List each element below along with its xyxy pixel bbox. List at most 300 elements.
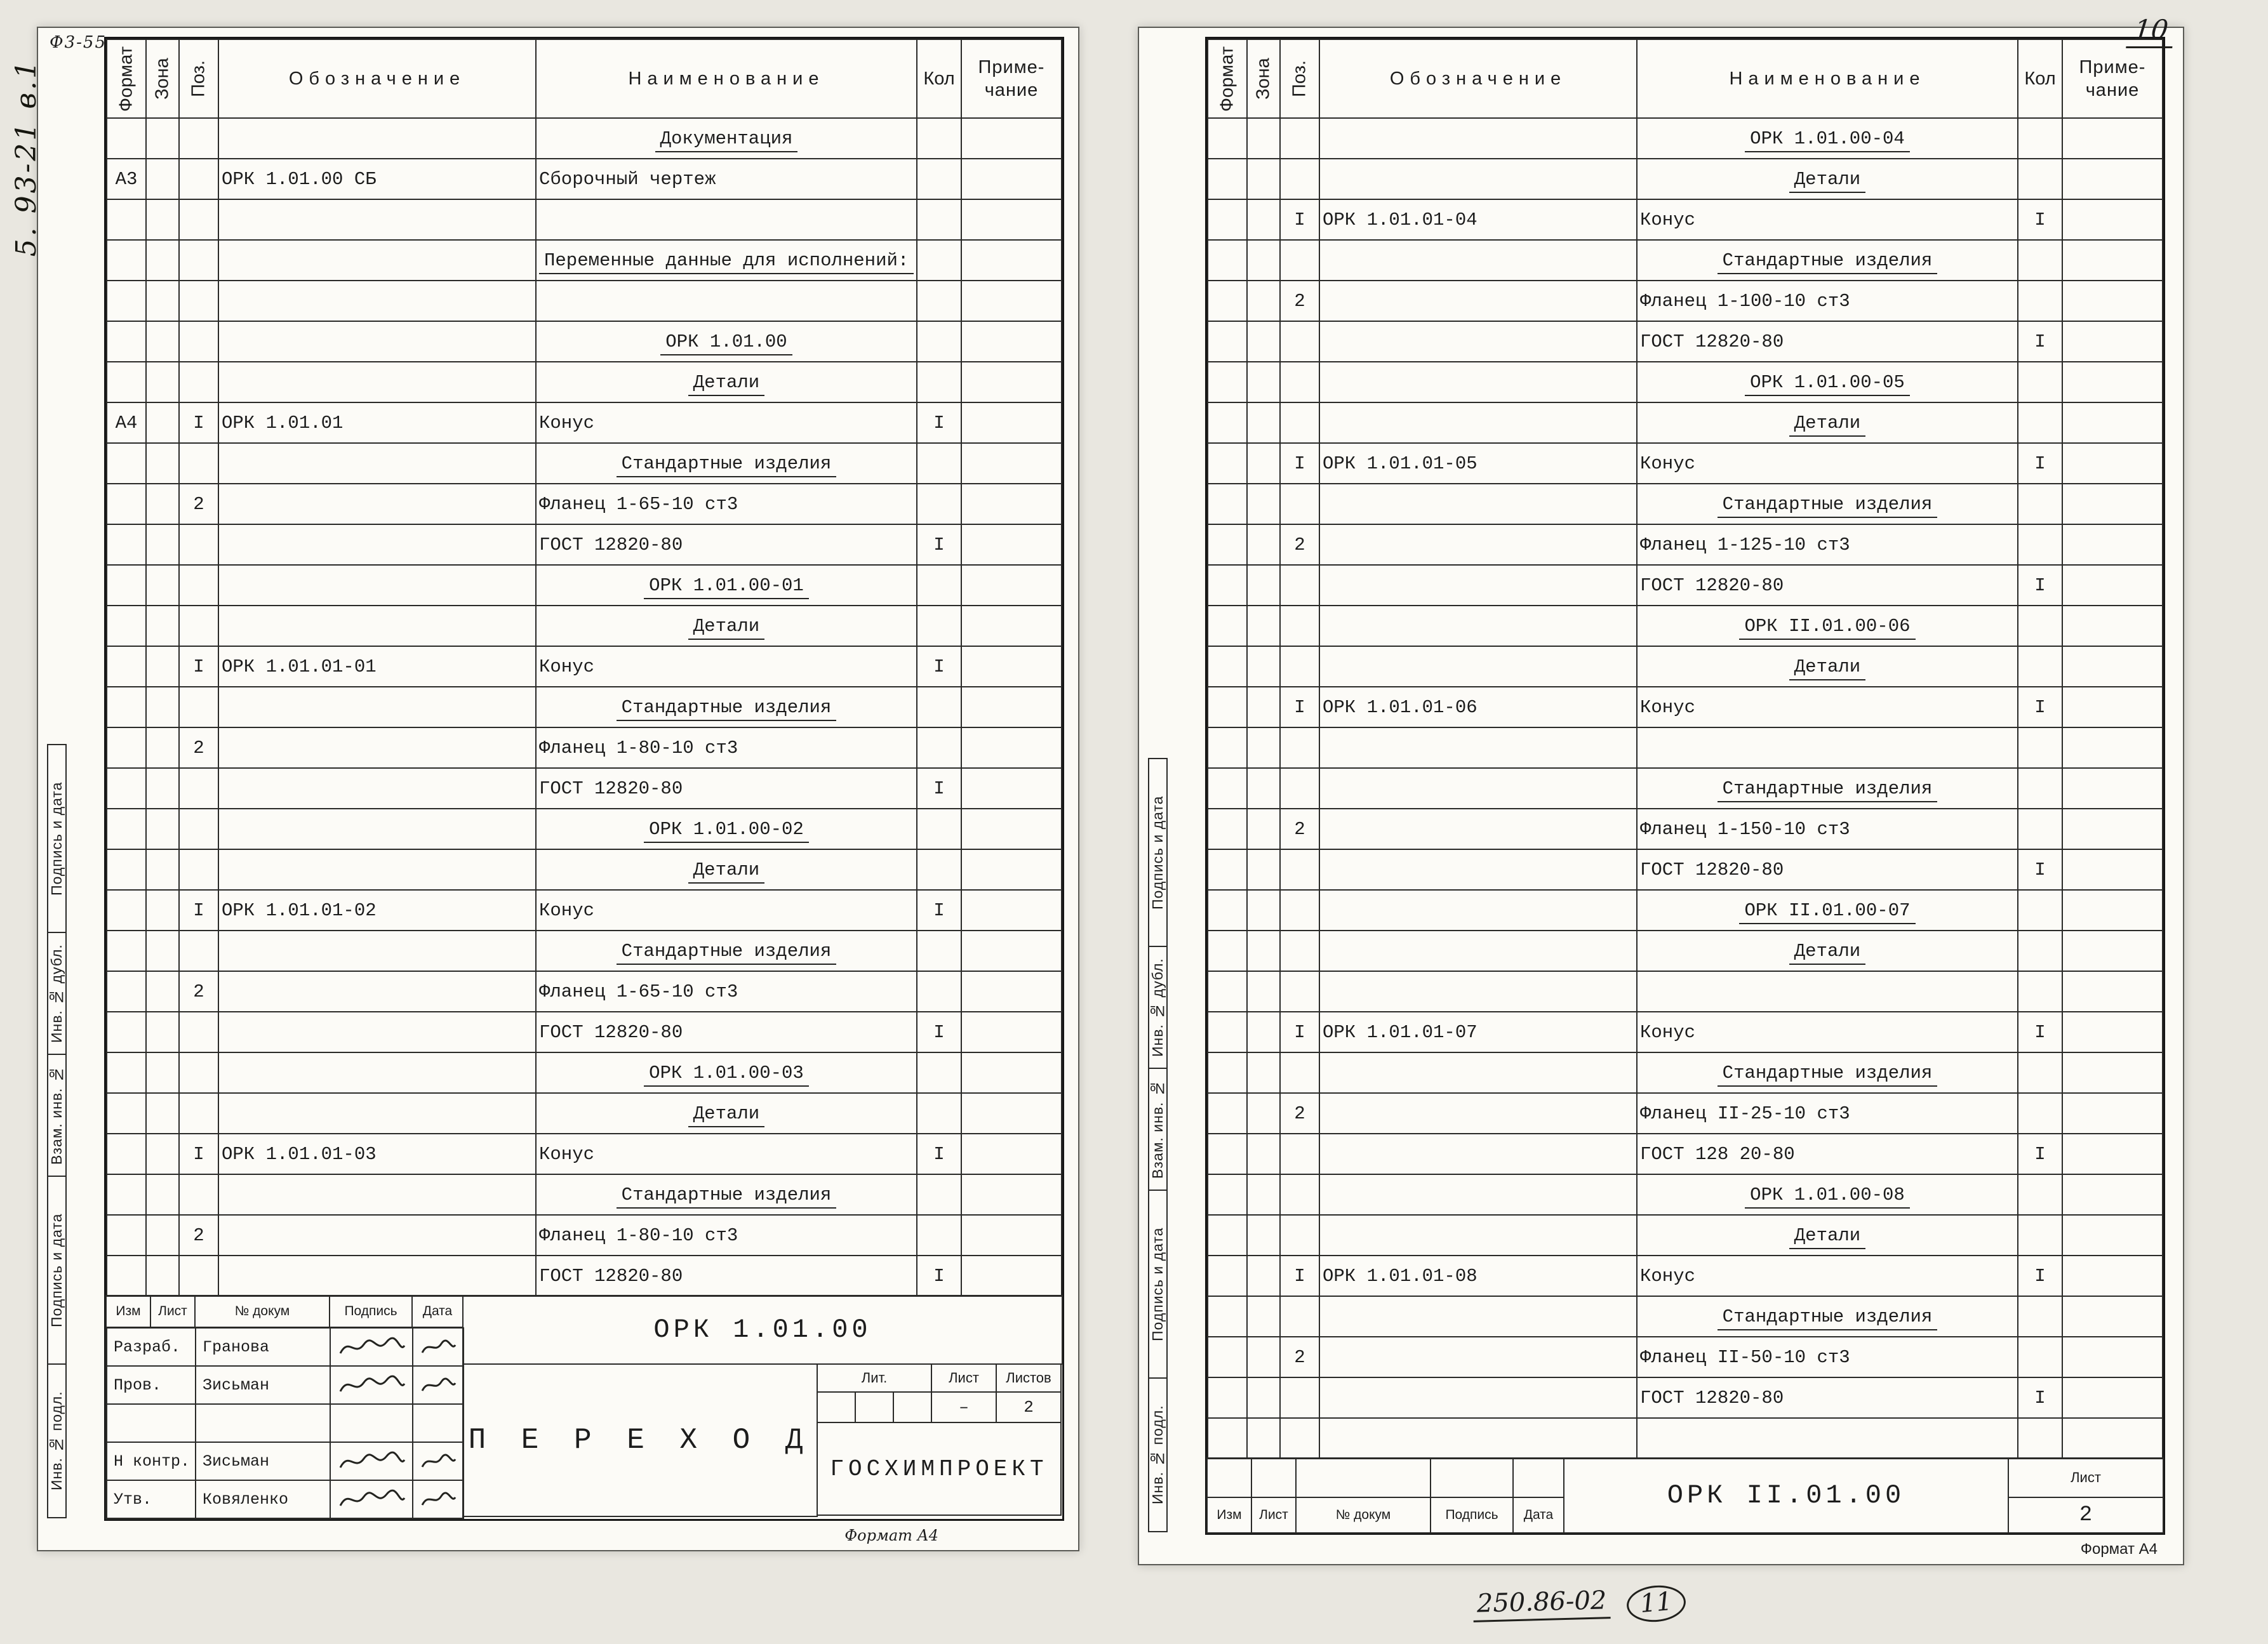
cell-pos <box>1280 1418 1319 1459</box>
cell-pos: 2 <box>179 1215 218 1256</box>
col-header-name: Наименование <box>536 39 917 118</box>
table-row <box>107 1256 1062 1296</box>
cell-pos <box>179 768 218 809</box>
cell-name: Конус <box>536 646 917 687</box>
cell-name: Детали <box>536 606 917 646</box>
margin-stamp-label: Инв. № подл. <box>1148 1377 1168 1532</box>
cell-note <box>2062 809 2163 849</box>
table-row <box>107 402 1062 443</box>
cell-zone <box>1247 1296 1280 1337</box>
docnum-label: № докум <box>194 1295 330 1328</box>
cell-qty <box>2018 362 2062 402</box>
date-scribble <box>420 1336 458 1358</box>
sign-date-cell <box>412 1403 464 1443</box>
table-row <box>1208 1215 2163 1256</box>
sheet-label: Лист <box>2008 1457 2164 1498</box>
margin-stamp-label: Подпись и дата <box>1148 758 1168 947</box>
cell-qty <box>2018 1052 2062 1093</box>
cell-designation: ОРК 1.01.01-04 <box>1319 199 1637 240</box>
table-row <box>107 1134 1062 1174</box>
col-header-designation: Обозначение <box>1319 39 1637 118</box>
cell-designation <box>218 565 536 606</box>
col-header-note <box>2062 39 2163 118</box>
cell-format <box>107 971 146 1012</box>
sign-name: Зисьман <box>195 1365 331 1405</box>
cell-designation <box>1319 1377 1637 1418</box>
cell-zone <box>1247 1134 1280 1174</box>
cell-format <box>107 240 146 281</box>
col-header-note-line1: Приме- <box>2079 56 2146 77</box>
cell-format <box>1208 727 1247 768</box>
cell-note <box>961 118 1062 159</box>
sign-role: Разраб. <box>106 1327 196 1367</box>
table-row <box>107 687 1062 727</box>
cell-qty <box>917 240 961 281</box>
cell-zone <box>146 646 179 687</box>
cell-designation <box>218 849 536 890</box>
cell-zone <box>1247 606 1280 646</box>
cell-note <box>961 687 1062 727</box>
cell-name: ОРК 1.01.00-02 <box>536 809 917 849</box>
cell-zone <box>1247 199 1280 240</box>
sign-role: Пров. <box>106 1365 196 1405</box>
spec-page-1 <box>37 27 1079 1551</box>
cell-zone <box>146 768 179 809</box>
cell-designation <box>1319 1093 1637 1134</box>
cell-qty <box>917 1215 961 1256</box>
cell-zone <box>1247 362 1280 402</box>
cell-designation <box>1319 1134 1637 1174</box>
cell-pos <box>179 443 218 484</box>
cell-pos <box>1280 931 1319 971</box>
cell-qty <box>917 931 961 971</box>
cell-zone <box>146 199 179 240</box>
cell-format <box>107 606 146 646</box>
cell-name: ОРК 1.01.00-04 <box>1637 118 2018 159</box>
margin-stamp-label: Инв. № дубл. <box>1148 946 1168 1069</box>
cell-name: ГОСТ 128 20-80 <box>1637 1134 2018 1174</box>
cell-format <box>107 484 146 524</box>
cell-zone <box>146 687 179 727</box>
col-header-designation: Обозначение <box>218 39 536 118</box>
cell-qty <box>2018 1418 2062 1459</box>
cell-note <box>961 809 1062 849</box>
data-label: Дата <box>411 1295 464 1328</box>
sign-role: Утв. <box>106 1480 196 1519</box>
cell-pos: 2 <box>1280 524 1319 565</box>
cell-pos <box>179 1052 218 1093</box>
cell-format <box>107 281 146 321</box>
cell-note <box>961 1215 1062 1256</box>
table-row <box>1208 524 2163 565</box>
izm-label: Изм <box>1206 1497 1252 1534</box>
cell-qty: I <box>917 1256 961 1296</box>
cell-qty <box>917 159 961 199</box>
cell-format <box>1208 402 1247 443</box>
cell-note <box>961 849 1062 890</box>
cell-note <box>961 321 1062 362</box>
cell-designation <box>1319 118 1637 159</box>
table-row <box>1208 606 2163 646</box>
cell-qty <box>2018 931 2062 971</box>
cell-qty <box>2018 768 2062 809</box>
cell-format <box>107 1215 146 1256</box>
cell-format <box>1208 321 1247 362</box>
cell-pos <box>1280 565 1319 606</box>
cell-format <box>1208 362 1247 402</box>
cell-note <box>961 565 1062 606</box>
cell-note <box>961 199 1062 240</box>
cell-format <box>107 727 146 768</box>
cell-zone <box>1247 971 1280 1012</box>
cell-note <box>961 971 1062 1012</box>
title-block-continuation <box>1207 1458 2163 1533</box>
cell-note <box>2062 971 2163 1012</box>
cell-zone <box>1247 484 1280 524</box>
cell-qty <box>2018 484 2062 524</box>
cell-qty <box>2018 646 2062 687</box>
cell-format <box>107 768 146 809</box>
cell-format <box>1208 281 1247 321</box>
table-row <box>1208 443 2163 484</box>
cell-name: Переменные данные для исполнений: <box>536 240 917 281</box>
cell-note <box>2062 118 2163 159</box>
doc-number-text: 250.86-02 <box>1472 1586 1611 1622</box>
cell-zone <box>146 281 179 321</box>
cell-format <box>107 443 146 484</box>
form-stamp-code: Ф3-55 <box>50 33 107 52</box>
cell-format <box>1208 606 1247 646</box>
signature-scribble <box>337 1372 407 1398</box>
sign-signature-cell <box>330 1365 413 1405</box>
cell-designation <box>1319 402 1637 443</box>
cell-format <box>1208 971 1247 1012</box>
cell-zone <box>1247 849 1280 890</box>
sign-name: Гранова <box>195 1327 331 1367</box>
cell-name: ОРК 1.01.00-05 <box>1637 362 2018 402</box>
table-row <box>107 362 1062 402</box>
col-header-qty: Кол <box>2018 39 2062 118</box>
cell-designation <box>1319 524 1637 565</box>
cell-note <box>961 159 1062 199</box>
cell-format <box>107 646 146 687</box>
cell-note <box>2062 1215 2163 1256</box>
cell-qty <box>917 118 961 159</box>
cell-zone <box>1247 646 1280 687</box>
cell-pos <box>179 524 218 565</box>
change-cell <box>1251 1457 1297 1498</box>
date-scribble <box>420 1488 458 1510</box>
cell-note <box>961 524 1062 565</box>
cell-format <box>1208 1377 1247 1418</box>
organization-name: ГОСХИМПРОЕКТ <box>817 1422 1062 1516</box>
cell-pos <box>179 931 218 971</box>
col-header-name: Наименование <box>1637 39 2018 118</box>
cell-pos: I <box>179 890 218 931</box>
cell-zone <box>146 809 179 849</box>
cell-qty <box>917 565 961 606</box>
cell-zone <box>146 118 179 159</box>
cell-designation <box>1319 240 1637 281</box>
cell-qty <box>917 321 961 362</box>
cell-zone <box>146 1012 179 1052</box>
date-scribble <box>420 1450 458 1472</box>
cell-pos <box>1280 118 1319 159</box>
cell-format <box>1208 768 1247 809</box>
table-header-row <box>1208 39 2163 118</box>
table-row <box>1208 362 2163 402</box>
cell-qty: I <box>917 524 961 565</box>
table-row <box>107 565 1062 606</box>
cell-zone <box>1247 565 1280 606</box>
cell-zone <box>146 931 179 971</box>
cell-qty <box>917 606 961 646</box>
cell-pos <box>1280 1052 1319 1093</box>
cell-designation <box>218 484 536 524</box>
table-row <box>1208 281 2163 321</box>
cell-zone <box>1247 118 1280 159</box>
cell-designation <box>1319 1215 1637 1256</box>
cell-pos <box>179 565 218 606</box>
table-row <box>1208 484 2163 524</box>
col-header-note-line2: чание <box>2085 80 2140 100</box>
cell-designation <box>1319 890 1637 931</box>
cell-designation: ОРК 1.01.01 <box>218 402 536 443</box>
cell-note <box>2062 849 2163 890</box>
cell-qty <box>2018 1215 2062 1256</box>
cell-qty: I <box>2018 1134 2062 1174</box>
sheets-label: Листов <box>996 1363 1062 1393</box>
sign-role: Н контр. <box>106 1442 196 1481</box>
col-header-note-line2: чание <box>984 80 1039 100</box>
cell-zone <box>1247 402 1280 443</box>
cell-note <box>2062 321 2163 362</box>
cell-format <box>1208 1337 1247 1377</box>
cell-name <box>1637 1418 2018 1459</box>
table-row <box>1208 1337 2163 1377</box>
cell-note <box>2062 443 2163 484</box>
cell-note <box>2062 727 2163 768</box>
cell-designation <box>1319 159 1637 199</box>
cell-pos <box>179 281 218 321</box>
table-row <box>1208 1296 2163 1337</box>
cell-note <box>2062 565 2163 606</box>
cell-note <box>2062 1256 2163 1296</box>
cell-qty: I <box>2018 687 2062 727</box>
cell-pos <box>1280 321 1319 362</box>
format-label: Формат А4 <box>2080 1541 2158 1558</box>
spec-page-2 <box>1138 27 2184 1565</box>
cell-zone <box>1247 1337 1280 1377</box>
cell-note <box>2062 606 2163 646</box>
cell-note <box>961 890 1062 931</box>
table-row <box>1208 565 2163 606</box>
cell-pos <box>1280 890 1319 931</box>
table-row <box>1208 1012 2163 1052</box>
table-row <box>107 1174 1062 1215</box>
cell-qty: I <box>2018 1377 2062 1418</box>
cell-pos <box>1280 1134 1319 1174</box>
sign-name: Ковяленко <box>195 1480 331 1519</box>
lit-cell-1 <box>817 1391 856 1423</box>
cell-qty <box>2018 606 2062 646</box>
circled-sheet-number: 11 <box>1625 1583 1688 1624</box>
cell-pos <box>179 1093 218 1134</box>
col-header-pos: Поз. <box>179 39 218 118</box>
cell-name: ГОСТ 12820-80 <box>536 1012 917 1052</box>
cell-zone <box>1247 1418 1280 1459</box>
cell-note <box>2062 159 2163 199</box>
cell-zone <box>146 1174 179 1215</box>
cell-pos: 2 <box>1280 281 1319 321</box>
cell-qty: I <box>917 1134 961 1174</box>
signature-row <box>107 1404 462 1442</box>
margin-stamp-label: Подпись и дата <box>1148 1190 1168 1379</box>
cell-pos <box>179 606 218 646</box>
cell-designation <box>1319 1052 1637 1093</box>
cell-qty <box>917 971 961 1012</box>
cell-zone <box>1247 809 1280 849</box>
cell-pos <box>179 809 218 849</box>
cell-name: Фланец II-25-10 ст3 <box>1637 1093 2018 1134</box>
cell-zone <box>146 402 179 443</box>
cell-qty <box>917 687 961 727</box>
cell-qty <box>2018 402 2062 443</box>
cell-zone <box>1247 768 1280 809</box>
table-row <box>107 1012 1062 1052</box>
cell-pos <box>1280 159 1319 199</box>
table-row <box>107 646 1062 687</box>
cell-zone <box>146 1052 179 1093</box>
cell-qty: I <box>917 646 961 687</box>
cell-format <box>107 1256 146 1296</box>
cell-note <box>961 1093 1062 1134</box>
cell-pos <box>179 1256 218 1296</box>
cell-format <box>107 199 146 240</box>
cell-pos: 2 <box>1280 809 1319 849</box>
table-row <box>1208 687 2163 727</box>
cell-designation <box>1319 606 1637 646</box>
cell-format <box>1208 565 1247 606</box>
cell-pos: 2 <box>179 727 218 768</box>
cell-note <box>2062 1337 2163 1377</box>
cell-zone <box>1247 281 1280 321</box>
cell-zone <box>1247 443 1280 484</box>
cell-designation <box>1319 565 1637 606</box>
table-row <box>1208 809 2163 849</box>
table-row <box>107 890 1062 931</box>
table-row <box>107 1052 1062 1093</box>
cell-name: Фланец 1-65-10 ст3 <box>536 971 917 1012</box>
cell-name: Фланец 1-150-10 ст3 <box>1637 809 2018 849</box>
cell-qty <box>917 199 961 240</box>
cell-note <box>2062 1052 2163 1093</box>
cell-zone <box>146 849 179 890</box>
cell-designation: ОРК 1.01.01-08 <box>1319 1256 1637 1296</box>
cell-name: Детали <box>1637 1215 2018 1256</box>
table-row <box>1208 402 2163 443</box>
cell-pos <box>179 199 218 240</box>
sign-date-cell <box>412 1480 464 1519</box>
sheets-value: 2 <box>996 1391 1062 1423</box>
cell-designation <box>1319 646 1637 687</box>
sign-date-cell <box>412 1365 464 1405</box>
cell-name: Стандартные изделия <box>536 443 917 484</box>
cell-pos: 2 <box>179 484 218 524</box>
cell-designation <box>1319 768 1637 809</box>
cell-designation <box>1319 1337 1637 1377</box>
cell-note <box>961 402 1062 443</box>
cell-qty <box>917 1052 961 1093</box>
table-row <box>107 321 1062 362</box>
table-row <box>1208 971 2163 1012</box>
cell-format: А4 <box>107 402 146 443</box>
lit-cell-2 <box>855 1391 894 1423</box>
cell-designation: ОРК 1.01.01-03 <box>218 1134 536 1174</box>
cell-designation <box>218 606 536 646</box>
col-header-format: Формат <box>1208 39 1247 118</box>
cell-pos: 2 <box>179 971 218 1012</box>
cell-pos: I <box>179 646 218 687</box>
cell-pos: I <box>179 402 218 443</box>
cell-designation <box>1319 849 1637 890</box>
change-cell <box>1295 1457 1431 1498</box>
table-row <box>107 240 1062 281</box>
sheet-label: Лист <box>931 1363 997 1393</box>
cell-pos <box>1280 1377 1319 1418</box>
table-row <box>1208 1377 2163 1418</box>
cell-format <box>107 1052 146 1093</box>
cell-name: ГОСТ 12820-80 <box>1637 1377 2018 1418</box>
cell-pos: I <box>1280 687 1319 727</box>
cell-designation <box>1319 809 1637 849</box>
cell-name <box>1637 727 2018 768</box>
cell-pos <box>179 1012 218 1052</box>
cell-zone <box>146 606 179 646</box>
izm-label: Изм <box>105 1295 151 1328</box>
cell-name: Стандартные изделия <box>1637 484 2018 524</box>
cell-pos <box>179 118 218 159</box>
table-row <box>107 849 1062 890</box>
cell-zone <box>146 524 179 565</box>
cell-format <box>1208 1296 1247 1337</box>
sign-date-cell <box>412 1327 464 1367</box>
cell-pos <box>1280 727 1319 768</box>
cell-designation <box>218 524 536 565</box>
cell-pos <box>1280 362 1319 402</box>
cell-format <box>1208 524 1247 565</box>
cell-qty <box>917 1174 961 1215</box>
cell-qty <box>917 809 961 849</box>
drawing-frame <box>104 37 1064 1521</box>
cell-pos <box>179 849 218 890</box>
margin-stamp-label: Взам. инв. № <box>47 1054 67 1177</box>
cell-name: Конус <box>536 890 917 931</box>
cell-pos <box>179 240 218 281</box>
cell-zone <box>146 1093 179 1134</box>
cell-name: Фланец 1-65-10 ст3 <box>536 484 917 524</box>
table-row <box>107 809 1062 849</box>
table-row <box>107 484 1062 524</box>
cell-note <box>2062 1418 2163 1459</box>
cell-designation <box>218 1093 536 1134</box>
cell-format <box>107 362 146 402</box>
document-code: ОРК II.01.00 <box>1563 1457 2009 1534</box>
cell-zone <box>1247 1256 1280 1296</box>
table-row <box>1208 1418 2163 1459</box>
cell-format <box>107 524 146 565</box>
cell-zone <box>146 484 179 524</box>
